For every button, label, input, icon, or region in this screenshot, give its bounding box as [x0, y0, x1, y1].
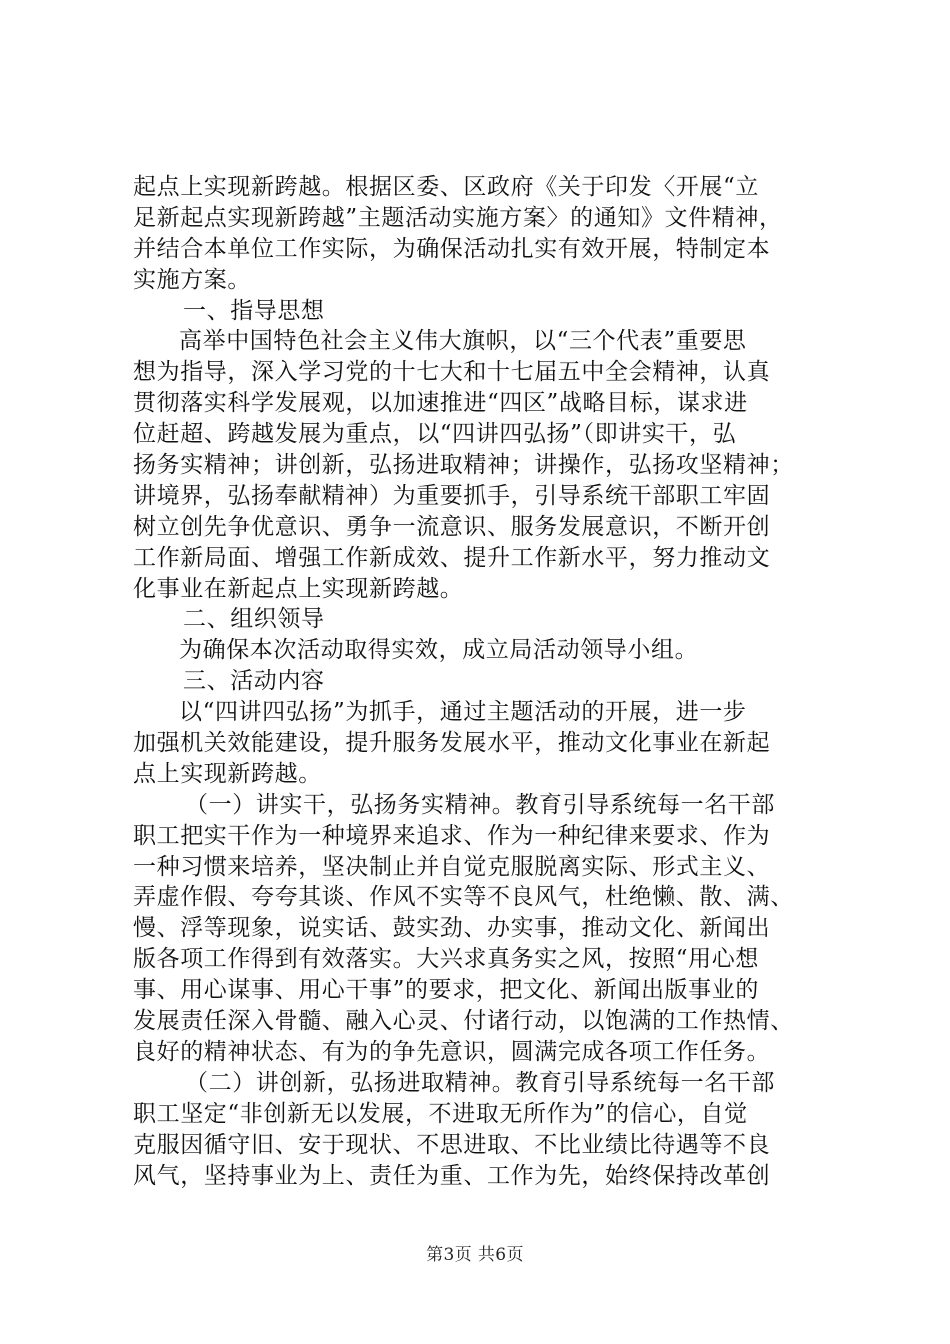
subsection-heading-innovation: （二）讲创新，弘扬进取精神。教育引导系统每一名干部 [185, 1069, 775, 1096]
text-line: 弄虚作假、夸夸其谈、作风不实等不良风气，杜绝懒、散、满、 [133, 884, 794, 911]
text-line: 位赶超、跨越发展为重点，以“四讲四弘扬”（即讲实干，弘 [133, 421, 737, 448]
text-line: 职工坚定“非创新无以发展，不进取无所作为”的信心，自觉 [133, 1100, 748, 1127]
document-body [133, 172, 833, 1191]
text-line: 扬务实精神；讲创新，弘扬进取精神；讲操作，弘扬攻坚精神； [133, 452, 794, 479]
text-line: 以“四讲四弘扬”为抓手，通过主题活动的开展，进一步 [179, 699, 747, 726]
text-line: 版各项工作得到有效落实。大兴求真务实之风，按照“用心想 [133, 946, 759, 973]
text-line: 足新起点实现新跨越”主题活动实施方案〉的通知》文件精神， [133, 204, 783, 231]
text-line: 发展责任深入骨髓、融入心灵、付诸行动，以饱满的工作热情、 [133, 1008, 794, 1035]
text-line: 实施方案。 [133, 266, 251, 293]
text-line: 起点上实现新跨越。根据区委、区政府《关于印发〈开展“立 [133, 174, 759, 200]
text-line: 贯彻落实科学发展观，以加速推进“四区”战略目标，谋求进 [133, 390, 748, 417]
text-line: 并结合本单位工作实际，为确保活动扎实有效开展，特制定本 [133, 235, 771, 262]
text-line: 讲境界，弘扬奉献精神）为重要抓手，引导系统干部职工牢固 [133, 482, 771, 509]
section-heading-organization: 二、组织领导 [183, 606, 325, 633]
text-line: 高举中国特色社会主义伟大旗帜，以“三个代表”重要思 [179, 328, 747, 355]
page-number-footer: 第3页 共6页 [426, 1245, 524, 1265]
text-line: 克服因循守旧、安于现状、不思进取、不比业绩比待遇等不良 [133, 1131, 771, 1158]
text-line: 一种习惯来培养，坚决制止并自觉克服脱离实际、形式主义、 [133, 853, 771, 880]
text-line: 事、用心谋事、用心干事”的要求，把文化、新闻出版事业的 [133, 977, 759, 1004]
text-line: 点上实现新跨越。 [133, 760, 322, 787]
text-line: 为确保本次活动取得实效，成立局活动领导小组。 [179, 637, 699, 664]
text-line: 工作新局面、增强工作新成效、提升工作新水平，努力推动文 [133, 544, 771, 571]
text-line: 加强机关效能建设，提升服务发展水平，推动文化事业在新起 [133, 730, 771, 757]
subsection-heading-practical: （一）讲实干，弘扬务实精神。教育引导系统每一名干部 [185, 791, 775, 818]
text-line: 良好的精神状态、有为的争先意识，圆满完成各项工作任务。 [133, 1038, 771, 1065]
text-line: 化事业在新起点上实现新跨越。 [133, 575, 464, 602]
section-heading-guiding-thought: 一、指导思想 [183, 297, 325, 324]
text-line: 树立创先争优意识、勇争一流意识、服务发展意识，不断开创 [133, 513, 771, 540]
text-line: 风气，坚持事业为上、责任为重、工作为先，始终保持改革创 [133, 1162, 771, 1189]
section-heading-activity-content: 三、活动内容 [183, 668, 325, 695]
text-line: 职工把实干作为一种境界来追求、作为一种纪律来要求、作为 [133, 822, 771, 849]
text-line: 想为指导，深入学习党的十七大和十七届五中全会精神，认真 [133, 359, 771, 386]
text-line: 慢、浮等现象，说实话、鼓实劲、办实事，推动文化、新闻出 [133, 915, 771, 942]
